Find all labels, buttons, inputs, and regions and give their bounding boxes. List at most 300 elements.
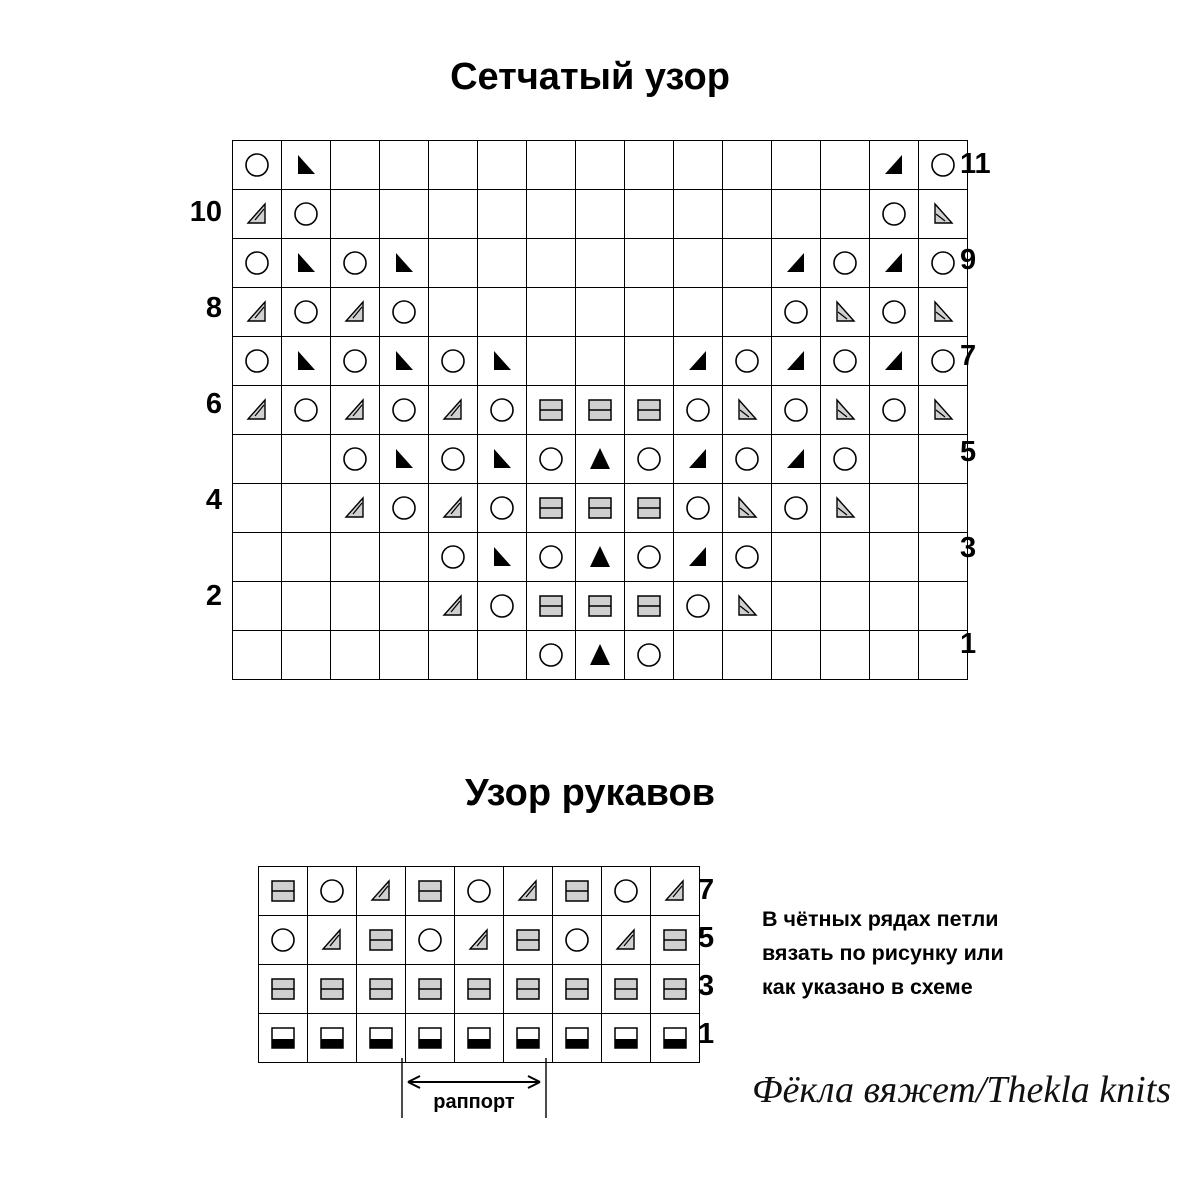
gray-right-triangle-icon: [821, 484, 869, 532]
circle-icon: [553, 916, 601, 964]
half-filled-box-icon: [259, 1014, 307, 1062]
purl-box-icon: [576, 484, 624, 532]
chart-cell: [406, 867, 455, 916]
chart-cell: [723, 631, 772, 680]
chart-cell: [455, 1014, 504, 1063]
circle-icon: [308, 867, 356, 915]
chart-cell: [674, 484, 723, 533]
chart-cell: [429, 239, 478, 288]
chart-cell: [478, 337, 527, 386]
row-number: 3: [698, 970, 715, 1002]
chart-cell: [723, 337, 772, 386]
chart-row: [259, 965, 700, 1014]
chart-cell: [772, 533, 821, 582]
chart-cell: [772, 239, 821, 288]
circle-icon: [282, 386, 330, 434]
black-left-triangle-icon: [870, 141, 918, 189]
purl-box-icon: [553, 867, 601, 915]
circle-icon: [821, 337, 869, 385]
chart-cell: [723, 582, 772, 631]
row-number: 7: [960, 340, 977, 372]
circle-icon: [527, 435, 575, 483]
purl-box-icon: [504, 916, 552, 964]
chart-cell: [870, 288, 919, 337]
chart-cell: [455, 867, 504, 916]
black-right-triangle-icon: [478, 435, 526, 483]
instruction-note: [762, 902, 1004, 1004]
chart-cell: [233, 141, 282, 190]
row-number: 4: [205, 484, 222, 516]
black-left-triangle-icon: [674, 337, 722, 385]
chart-row: [233, 631, 968, 680]
black-triangle-icon: [576, 533, 624, 581]
row-number: 10: [189, 196, 222, 228]
chart-cell: [380, 582, 429, 631]
chart-cell: [772, 484, 821, 533]
chart-cell: [429, 141, 478, 190]
chart-cell: [870, 190, 919, 239]
black-left-triangle-icon: [870, 337, 918, 385]
half-filled-box-icon: [553, 1014, 601, 1062]
row-number: 1: [960, 628, 977, 660]
row-number: 9: [960, 244, 977, 276]
circle-icon: [870, 190, 918, 238]
chart-cell: [821, 288, 870, 337]
circle-icon: [478, 484, 526, 532]
purl-box-icon: [308, 965, 356, 1013]
circle-icon: [723, 435, 771, 483]
purl-box-icon: [625, 582, 673, 630]
purl-box-icon: [602, 965, 650, 1013]
black-right-triangle-icon: [380, 337, 428, 385]
chart-cell: [821, 435, 870, 484]
gray-left-triangle-icon: [357, 867, 405, 915]
row-number: 6: [205, 388, 222, 420]
circle-icon: [455, 867, 503, 915]
chart-cell: [527, 386, 576, 435]
chart-cell: [576, 582, 625, 631]
chart-cell: [651, 916, 700, 965]
chart-cell: [772, 435, 821, 484]
chart-cell: [527, 239, 576, 288]
chart-cell: [331, 631, 380, 680]
chart-cell: [651, 1014, 700, 1063]
chart-cell: [331, 337, 380, 386]
chart-cell: [282, 631, 331, 680]
circle-icon: [772, 484, 820, 532]
circle-icon: [723, 337, 771, 385]
circle-icon: [674, 386, 722, 434]
circle-icon: [233, 239, 281, 287]
chart-cell: [625, 288, 674, 337]
gray-left-triangle-icon: [504, 867, 552, 915]
black-right-triangle-icon: [282, 239, 330, 287]
chart-cell: [527, 288, 576, 337]
chart-cell: [723, 484, 772, 533]
chart-cell: [772, 141, 821, 190]
circle-icon: [674, 582, 722, 630]
row-number: 3: [960, 532, 977, 564]
chart-cell: [478, 631, 527, 680]
chart-cell: [282, 239, 331, 288]
purl-box-icon: [357, 916, 405, 964]
chart-cell: [380, 141, 429, 190]
gray-left-triangle-icon: [233, 190, 281, 238]
chart-cell: [527, 141, 576, 190]
gray-right-triangle-icon: [723, 386, 771, 434]
chart-title-mesh: Сетчатый узор: [450, 56, 730, 98]
note-line: В чётных рядах петли: [762, 907, 999, 931]
chart-cell: [625, 190, 674, 239]
chart-cell: [527, 582, 576, 631]
chart-cell: [478, 533, 527, 582]
chart-cell: [282, 435, 331, 484]
circle-icon: [527, 631, 575, 679]
chart-cell: [870, 533, 919, 582]
chart-cell: [478, 141, 527, 190]
chart-cell: [331, 141, 380, 190]
gray-left-triangle-icon: [233, 288, 281, 336]
purl-box-icon: [625, 484, 673, 532]
circle-icon: [772, 288, 820, 336]
chart-cell: [527, 337, 576, 386]
chart-cell: [723, 190, 772, 239]
chart-cell: [821, 582, 870, 631]
circle-icon: [723, 533, 771, 581]
chart-cell: [504, 965, 553, 1014]
chart-cell: [478, 484, 527, 533]
chart-cell: [674, 288, 723, 337]
gray-left-triangle-icon: [308, 916, 356, 964]
chart-cell: [625, 435, 674, 484]
chart-cell: [674, 435, 723, 484]
circle-icon: [380, 288, 428, 336]
purl-box-icon: [406, 965, 454, 1013]
chart-cell: [233, 239, 282, 288]
black-left-triangle-icon: [772, 435, 820, 483]
chart-cell: [870, 582, 919, 631]
chart-title-sleeves: Узор рукавов: [464, 772, 716, 814]
chart-cell: [576, 435, 625, 484]
gray-right-triangle-icon: [919, 288, 967, 336]
chart-cell: [576, 631, 625, 680]
chart-cell: [380, 435, 429, 484]
chart-cell: [625, 141, 674, 190]
chart-cell: [282, 141, 331, 190]
chart-cell: [331, 533, 380, 582]
purl-box-icon: [527, 386, 575, 434]
chart-row: [233, 533, 968, 582]
chart-cell: [723, 239, 772, 288]
chart-cell: [331, 582, 380, 631]
chart-cell: [429, 533, 478, 582]
chart-cell: [331, 484, 380, 533]
chart-cell: [504, 1014, 553, 1063]
gray-left-triangle-icon: [331, 288, 379, 336]
chart-cell: [625, 239, 674, 288]
arrow-right-icon: [528, 1076, 540, 1088]
row-number: 8: [205, 292, 222, 324]
purl-box-icon: [625, 386, 673, 434]
chart-cell: [233, 631, 282, 680]
chart-cell: [576, 141, 625, 190]
gray-left-triangle-icon: [455, 916, 503, 964]
chart-row: [259, 1014, 700, 1063]
circle-icon: [282, 190, 330, 238]
chart-cell: [870, 337, 919, 386]
chart-cell: [553, 916, 602, 965]
chart-cell: [674, 239, 723, 288]
chart-cell: [282, 533, 331, 582]
chart-cell: [233, 337, 282, 386]
chart-cell: [233, 190, 282, 239]
chart-cell: [602, 1014, 651, 1063]
purl-box-icon: [259, 867, 307, 915]
chart-cell: [602, 867, 651, 916]
gray-left-triangle-icon: [429, 582, 477, 630]
chart-cell: [870, 386, 919, 435]
purl-box-icon: [553, 965, 601, 1013]
chart-row: [233, 386, 968, 435]
chart-cell: [527, 533, 576, 582]
chart-cell: [380, 631, 429, 680]
chart-cell: [380, 484, 429, 533]
chart-cell: [259, 867, 308, 916]
chart-cell: [576, 484, 625, 533]
chart-cell: [674, 631, 723, 680]
purl-box-icon: [259, 965, 307, 1013]
black-left-triangle-icon: [674, 533, 722, 581]
chart-row: [233, 239, 968, 288]
chart-row: [259, 916, 700, 965]
circle-icon: [331, 337, 379, 385]
chart-cell: [602, 965, 651, 1014]
chart-cell: [331, 386, 380, 435]
chart-cell: [821, 533, 870, 582]
black-right-triangle-icon: [282, 141, 330, 189]
gray-left-triangle-icon: [331, 484, 379, 532]
gray-left-triangle-icon: [602, 916, 650, 964]
chart-cell: [406, 1014, 455, 1063]
chart-cell: [527, 190, 576, 239]
circle-icon: [870, 386, 918, 434]
chart-cell: [553, 1014, 602, 1063]
black-left-triangle-icon: [772, 337, 820, 385]
chart-cell: [308, 965, 357, 1014]
chart-cell: [308, 867, 357, 916]
gray-left-triangle-icon: [331, 386, 379, 434]
gray-left-triangle-icon: [429, 386, 477, 434]
chart-cell: [625, 337, 674, 386]
half-filled-box-icon: [308, 1014, 356, 1062]
chart-cell: [772, 190, 821, 239]
chart-cell: [406, 965, 455, 1014]
black-right-triangle-icon: [478, 533, 526, 581]
chart-cell: [429, 582, 478, 631]
chart-cell: [772, 288, 821, 337]
chart-cell: [455, 916, 504, 965]
black-right-triangle-icon: [380, 239, 428, 287]
chart-row: [259, 867, 700, 916]
circle-icon: [380, 386, 428, 434]
purl-box-icon: [576, 582, 624, 630]
chart-cell: [308, 916, 357, 965]
chart-cell: [233, 533, 282, 582]
chart-cell: [478, 582, 527, 631]
purl-box-icon: [527, 484, 575, 532]
chart-row: [233, 582, 968, 631]
chart-cell: [553, 965, 602, 1014]
gray-left-triangle-icon: [651, 867, 699, 915]
chart-cell: [380, 239, 429, 288]
chart-cell: [821, 190, 870, 239]
chart-cell: [504, 916, 553, 965]
chart-cell: [331, 190, 380, 239]
chart-cell: [723, 288, 772, 337]
chart-cell: [821, 631, 870, 680]
chart-cell: [357, 965, 406, 1014]
circle-icon: [429, 533, 477, 581]
row-number: 7: [698, 874, 715, 906]
chart-cell: [308, 1014, 357, 1063]
chart-cell: [870, 631, 919, 680]
chart-cell: [233, 484, 282, 533]
chart-cell: [282, 582, 331, 631]
circle-icon: [429, 337, 477, 385]
chart-cell: [380, 533, 429, 582]
chart-cell: [259, 965, 308, 1014]
chart-cell: [233, 582, 282, 631]
chart-cell: [625, 582, 674, 631]
chart-cell: [625, 484, 674, 533]
chart-cell: [602, 916, 651, 965]
chart-cell: [406, 916, 455, 965]
chart-cell: [651, 867, 700, 916]
chart-cell: [380, 386, 429, 435]
row-number: 11: [960, 148, 991, 180]
circle-icon: [821, 239, 869, 287]
chart-cell: [527, 435, 576, 484]
chart-cell: [357, 1014, 406, 1063]
circle-icon: [259, 916, 307, 964]
chart-cell: [233, 288, 282, 337]
chart-cell: [478, 190, 527, 239]
circle-icon: [625, 435, 673, 483]
chart-cell: [331, 435, 380, 484]
author-signature: Фёкла вяжет/Thekla knits: [752, 1069, 1172, 1111]
chart-cell: [282, 337, 331, 386]
arrow-left-icon: [408, 1076, 420, 1088]
chart-cell: [282, 288, 331, 337]
chart-cell: [429, 337, 478, 386]
circle-icon: [478, 386, 526, 434]
chart-row: [233, 288, 968, 337]
circle-icon: [772, 386, 820, 434]
row-number: 2: [205, 580, 222, 612]
chart-cell: [674, 386, 723, 435]
circle-icon: [478, 582, 526, 630]
chart-row: [233, 435, 968, 484]
chart-cell: [576, 190, 625, 239]
chart-cell: [625, 533, 674, 582]
chart-cell: [282, 484, 331, 533]
gray-right-triangle-icon: [919, 386, 967, 434]
note-line: как указано в схеме: [762, 975, 973, 999]
chart-cell: [870, 239, 919, 288]
black-triangle-icon: [576, 631, 624, 679]
circle-icon: [625, 533, 673, 581]
chart-cell: [478, 288, 527, 337]
purl-box-icon: [527, 582, 575, 630]
chart-cell: [429, 190, 478, 239]
chart-cell: [233, 435, 282, 484]
purl-box-icon: [455, 965, 503, 1013]
chart-cell: [576, 239, 625, 288]
circle-icon: [429, 435, 477, 483]
chart-cell: [772, 337, 821, 386]
black-right-triangle-icon: [380, 435, 428, 483]
chart-cell: [429, 386, 478, 435]
gray-left-triangle-icon: [429, 484, 477, 532]
row-number: 5: [960, 436, 977, 468]
chart-row: [233, 484, 968, 533]
chart-cell: [504, 867, 553, 916]
chart-cell: [772, 631, 821, 680]
chart-cell: [919, 190, 968, 239]
chart-row: [233, 337, 968, 386]
circle-icon: [821, 435, 869, 483]
chart-cell: [576, 288, 625, 337]
chart-cell: [674, 141, 723, 190]
chart-row: [233, 141, 968, 190]
chart-cell: [674, 533, 723, 582]
gray-left-triangle-icon: [233, 386, 281, 434]
circle-icon: [870, 288, 918, 336]
chart-cell: [625, 386, 674, 435]
half-filled-box-icon: [455, 1014, 503, 1062]
chart-cell: [651, 965, 700, 1014]
chart-cell: [821, 141, 870, 190]
circle-icon: [625, 631, 673, 679]
chart-cell: [478, 386, 527, 435]
circle-icon: [282, 288, 330, 336]
circle-icon: [602, 867, 650, 915]
chart-cell: [527, 631, 576, 680]
purl-box-icon: [651, 916, 699, 964]
gray-right-triangle-icon: [821, 386, 869, 434]
chart-cell: [723, 386, 772, 435]
chart-cell: [821, 484, 870, 533]
chart-row: [233, 190, 968, 239]
gray-right-triangle-icon: [723, 582, 771, 630]
chart-cell: [821, 239, 870, 288]
chart-cell: [723, 533, 772, 582]
black-right-triangle-icon: [282, 337, 330, 385]
chart-cell: [233, 386, 282, 435]
chart-cell: [259, 1014, 308, 1063]
chart-cell: [674, 582, 723, 631]
chart-cell: [576, 533, 625, 582]
note-line: вязать по рисунку или: [762, 941, 1004, 965]
purl-box-icon: [504, 965, 552, 1013]
chart-cell: [919, 288, 968, 337]
purl-box-icon: [357, 965, 405, 1013]
chart-cell: [772, 386, 821, 435]
half-filled-box-icon: [406, 1014, 454, 1062]
chart-cell: [870, 435, 919, 484]
chart-cell: [821, 337, 870, 386]
black-right-triangle-icon: [478, 337, 526, 385]
